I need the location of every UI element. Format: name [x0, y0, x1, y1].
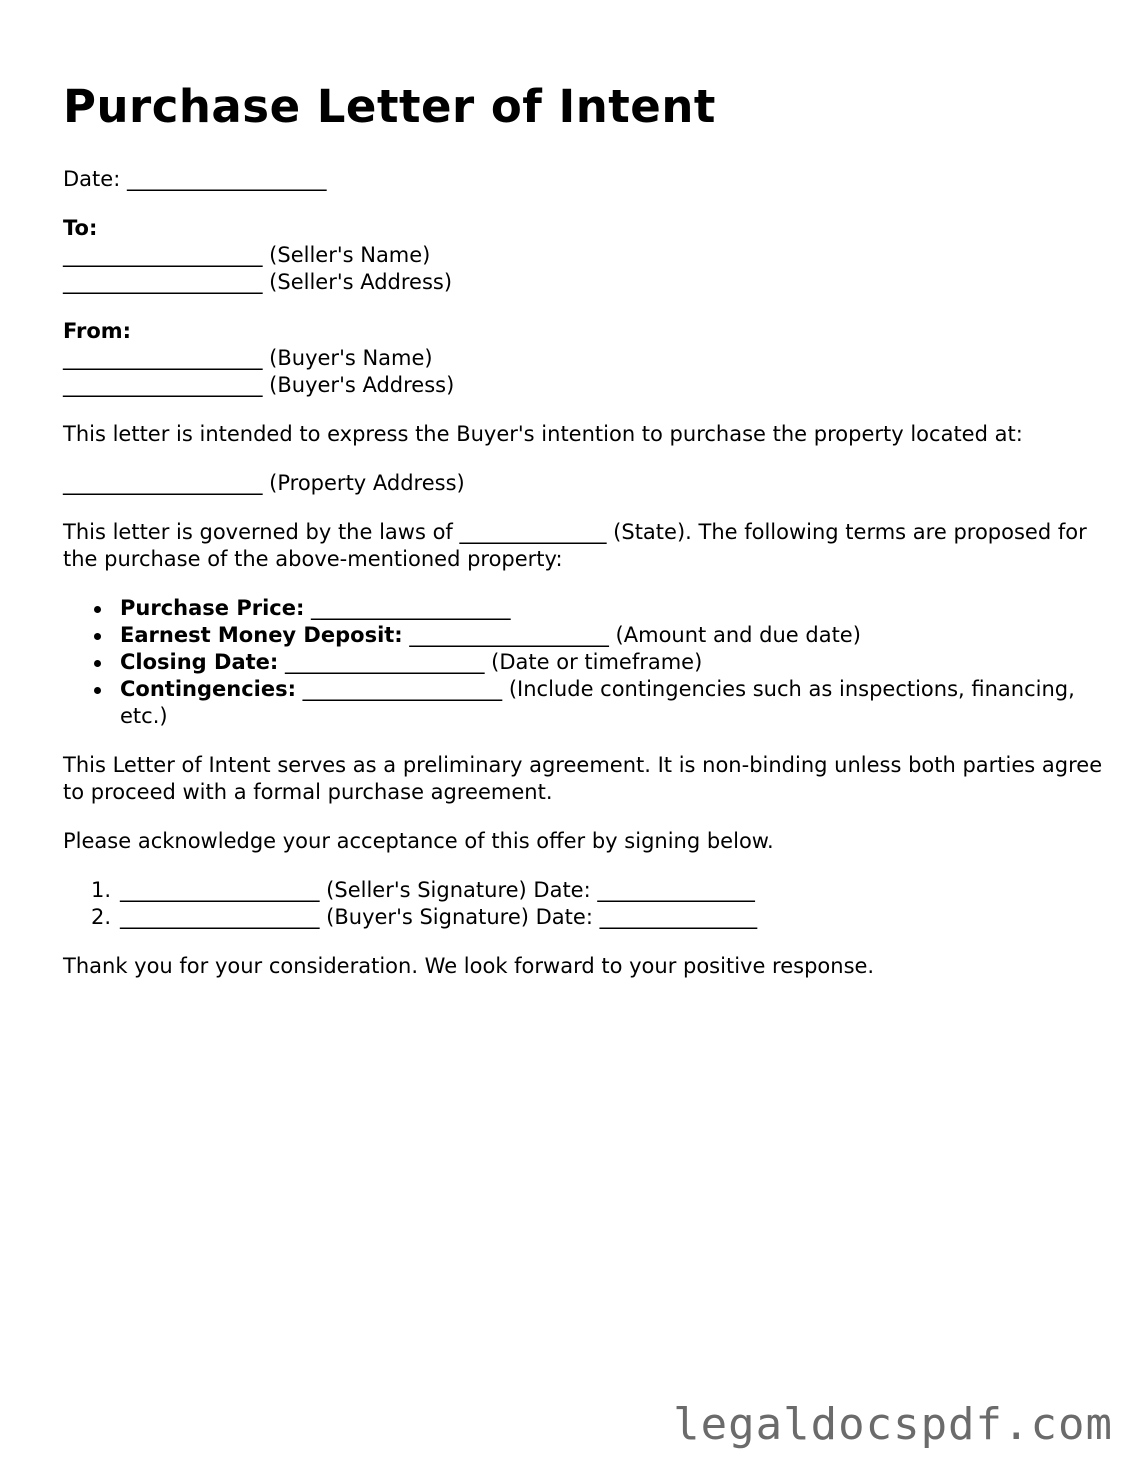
- buyer-signature-line: ___________________ (Buyer's Signature) Date: _______________: [120, 905, 758, 929]
- document-title: Purchase Letter of Intent: [63, 80, 716, 133]
- to-section: [63, 215, 1123, 296]
- buyer-address-line: ___________________ (Buyer's Address): [63, 373, 455, 397]
- from-heading: From:: [63, 319, 132, 343]
- closing-paragraph: Thank you for your consideration. We look forward to your positive response.: [63, 954, 875, 978]
- term-label: Contingencies:: [120, 677, 296, 701]
- seller-signature-line: ___________________ (Seller's Signature) Date: _______________: [120, 878, 755, 902]
- term-value: ___________________: [304, 596, 511, 620]
- list-item: [120, 649, 1123, 676]
- list-number: 1.: [91, 878, 112, 902]
- list-item: [120, 622, 1123, 649]
- terms-list: [63, 595, 1123, 730]
- to-heading: To:: [63, 216, 98, 240]
- from-section: [63, 318, 1123, 399]
- list-number: 2.: [91, 905, 112, 929]
- governing-paragraph: This letter is governed by the laws of ______________ (State). The following terms are proposed for the purchase of the above-mentioned property:: [63, 520, 1087, 571]
- term-label: Purchase Price:: [120, 596, 305, 620]
- seller-address-line: ___________________ (Seller's Address): [63, 270, 453, 294]
- list-item: [120, 676, 1123, 730]
- watermark: legaldocspdf.com: [673, 1399, 1113, 1450]
- signature-list: [63, 877, 1123, 931]
- buyer-name-line: ___________________ (Buyer's Name): [63, 346, 433, 370]
- term-label: Closing Date:: [120, 650, 279, 674]
- term-value: ___________________ (Date or timeframe): [278, 650, 703, 674]
- acknowledge-paragraph: Please acknowledge your acceptance of this offer by signing below.: [63, 829, 774, 853]
- preliminary-paragraph: This Letter of Intent serves as a preliminary agreement. It is non-binding unless both parties agree to proceed with a formal purchase agreement.: [63, 753, 1103, 804]
- term-label: Earnest Money Deposit:: [120, 623, 403, 647]
- property-address-line: ___________________ (Property Address): [63, 471, 465, 495]
- term-value: ___________________ (Include contingencies such as inspections, financing, etc.): [120, 677, 1075, 728]
- seller-name-line: ___________________ (Seller's Name): [63, 243, 431, 267]
- list-item: [91, 904, 1123, 931]
- document-page: [63, 78, 1123, 980]
- intent-paragraph: This letter is intended to express the Buyer's intention to purchase the property located at:: [63, 422, 1023, 446]
- date-line: Date: ___________________: [63, 167, 327, 191]
- list-item: [91, 877, 1123, 904]
- list-item: [120, 595, 1123, 622]
- term-value: ___________________ (Amount and due date): [402, 623, 861, 647]
